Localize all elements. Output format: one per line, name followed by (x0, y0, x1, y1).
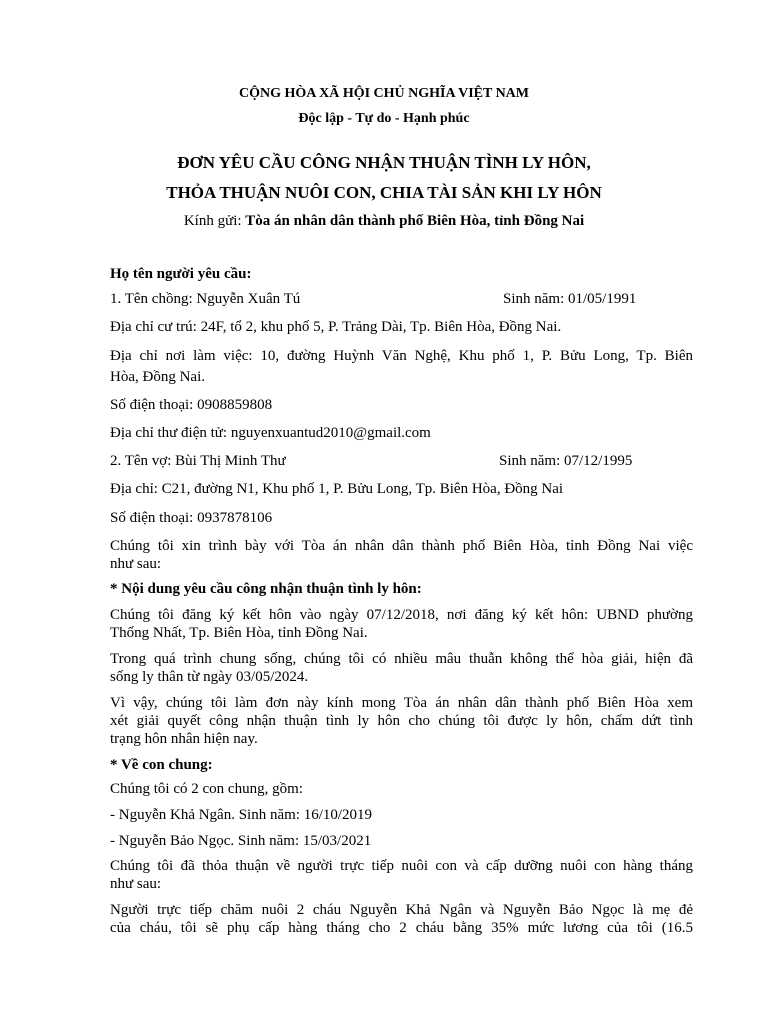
husband-residence: Địa chỉ cư trú: 24F, tổ 2, khu phố 5, P. Trảng Dài, Tp. Biên Hòa, Đồng Nai. (110, 319, 562, 335)
nation-header: CỘNG HÒA XÃ HỘI CHỦ NGHĨA VIỆT NAM (238, 86, 529, 101)
wife-name: 2. Tên vợ: Bùi Thị Minh Thư (110, 453, 286, 469)
care-paragraph-line-2: của cháu, tôi sẽ phụ cấp hàng tháng cho 2 cháu bằng 35% mức lương của tôi (16.5 (110, 920, 693, 936)
husband-name: 1. Tên chồng: Nguyễn Xuân Tú (110, 291, 301, 307)
divorce-paragraph-2-line-1: Trong quá trình chung sống, chúng tôi có nhiều mâu thuẫn không thể hòa giải, hiện đã (110, 651, 693, 667)
custody-agreement-line-1: Chúng tôi đã thỏa thuận về người trực tiếp nuôi con và cấp dưỡng nuôi con hàng tháng (110, 858, 693, 874)
child-2: - Nguyễn Bảo Ngọc. Sinh năm: 15/03/2021 (110, 833, 372, 849)
motto: Độc lập - Tự do - Hạnh phúc (298, 111, 470, 126)
divorce-paragraph-2-line-2: sống ly thân từ ngày 03/05/2024. (110, 669, 309, 685)
husband-birth: Sinh năm: 01/05/1991 (503, 291, 637, 307)
wife-birth: Sinh năm: 07/12/1995 (499, 453, 633, 469)
husband-workplace-line-2: Hòa, Đồng Nai. (110, 369, 205, 385)
recipient-label: Kính gửi: (183, 213, 246, 229)
document-title-line-2: THỎA THUẬN NUÔI CON, CHIA TÀI SẢN KHI LY HÔN (166, 183, 602, 202)
intro-line-2: như sau: (110, 556, 162, 572)
children-intro: Chúng tôi có 2 con chung, gồm: (110, 781, 303, 797)
recipient-line (0, 213, 768, 230)
wife-name-row (110, 452, 693, 470)
divorce-paragraph-3-line-1: Vì vậy, chúng tôi làm đơn này kính mong Tòa án nhân dân thành phố Biên Hòa xem (110, 695, 693, 711)
care-paragraph-line-1: Người trực tiếp chăm nuôi 2 cháu Nguyễn Khả Ngân và Nguyễn Bảo Ngọc là mẹ đẻ (110, 902, 693, 918)
divorce-paragraph-3-line-2: xét giải quyết công nhận thuận tình ly hôn cho chúng tôi được ly hôn, chấm dứt tình (110, 713, 693, 729)
custody-agreement-line-2: như sau: (110, 876, 162, 892)
document-title-line-1: ĐƠN YÊU CẦU CÔNG NHẬN THUẬN TÌNH LY HÔN, (177, 153, 591, 172)
children-section-heading: * Về con chung: (110, 757, 213, 773)
divorce-paragraph-1-line-1: Chúng tôi đăng ký kết hôn vào ngày 07/12/2018, nơi đăng ký kết hôn: UBND phường (110, 607, 693, 623)
husband-name-row (110, 290, 693, 308)
recipient-name: Tòa án nhân dân thành phố Biên Hòa, tỉnh Đồng Nai (245, 213, 585, 229)
wife-address: Địa chỉ: C21, đường N1, Khu phố 1, P. Bửu Long, Tp. Biên Hòa, Đồng Nai (110, 481, 564, 497)
husband-email: Địa chỉ thư điện tử: nguyenxuantud2010@gmail.com (110, 425, 431, 441)
intro-line-1: Chúng tôi xin trình bày với Tòa án nhân dân thành phố Biên Hòa, tỉnh Đồng Nai việc (110, 538, 693, 554)
child-1: - Nguyễn Khả Ngân. Sinh năm: 16/10/2019 (110, 807, 373, 823)
divorce-paragraph-1-line-2: Thống Nhất, Tp. Biên Hòa, tỉnh Đồng Nai. (110, 625, 368, 641)
husband-workplace-line-1: Địa chỉ nơi làm việc: 10, đường Huỳnh Văn Nghệ, Khu phố 1, P. Bửu Long, Tp. Biên (110, 348, 693, 364)
divorce-section-heading: * Nội dung yêu cầu công nhận thuận tình ly hôn: (110, 581, 422, 597)
requester-heading: Họ tên người yêu cầu: (110, 266, 252, 282)
husband-phone: Số điện thoại: 0908859808 (110, 397, 273, 413)
divorce-paragraph-3-line-3: trạng hôn nhân hiện nay. (110, 731, 258, 747)
wife-phone: Số điện thoại: 0937878106 (110, 510, 273, 526)
